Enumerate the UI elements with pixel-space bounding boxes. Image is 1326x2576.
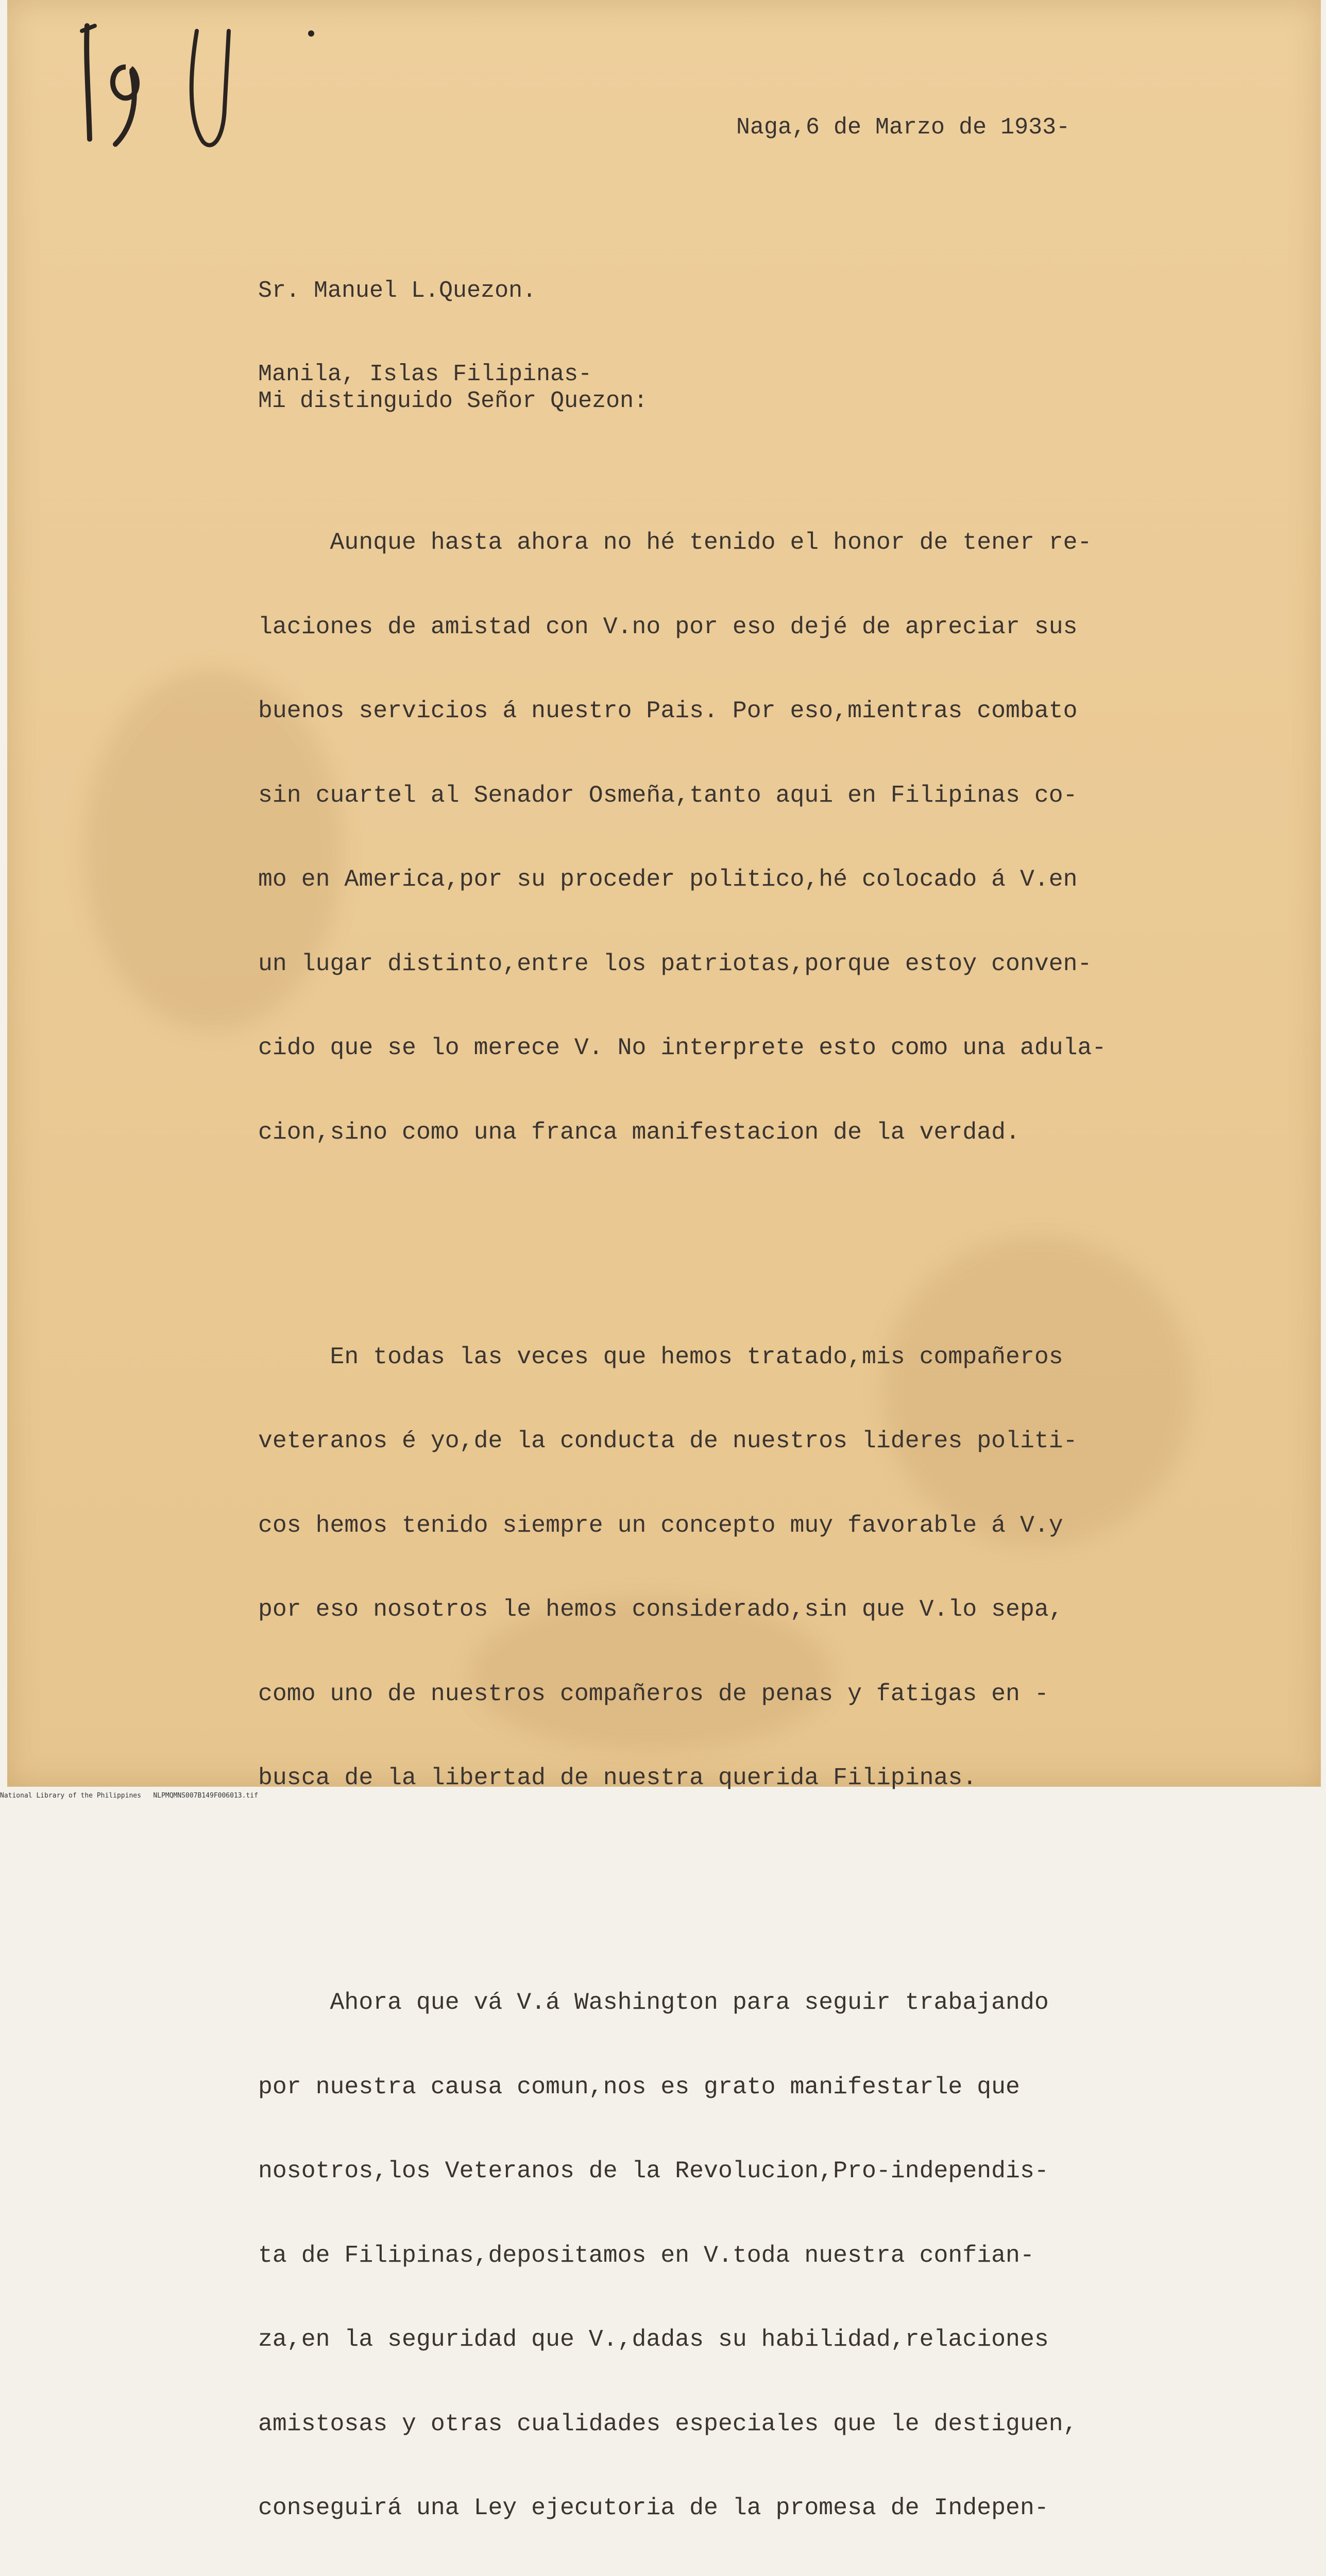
archive-footer: National Library of the Philippines NLPMQMNS007B149F006013.tif	[0, 1792, 258, 1800]
text-line: laciones de amistad con V.no por eso dejé de apreciar sus	[258, 613, 1078, 640]
text-line: za,en la seguridad que V.,dadas su habilidad,relaciones	[258, 2326, 1049, 2353]
letter-body	[258, 416, 1106, 2576]
paragraph	[258, 1933, 1106, 2576]
address-line: Sr. Manuel L.Quezon.	[258, 278, 537, 304]
text-line: un lugar distinto,entre los patriotas,porque estoy conven-	[258, 950, 1092, 977]
text-line: sin cuartel al Senador Osmeña,tanto aqui en Filipinas co-	[258, 781, 1078, 809]
paragraph	[258, 472, 1106, 1202]
text-line: nosotros,los Veteranos de la Revolucion,Pro-independis-	[258, 2157, 1049, 2184]
text-line: veteranos é yo,de la conducta de nuestros lideres politi-	[258, 1427, 1078, 1454]
salutation: Mi distinguido Señor Quezon:	[258, 388, 648, 414]
text-line: mo en America,por su proceder politico,hé colocado á V.en	[258, 866, 1078, 893]
text-line: Aunque hasta ahora no hé tenido el honor de tener re-	[258, 529, 1092, 556]
text-line: En todas las veces que hemos tratado,mis compañeros	[258, 1343, 1063, 1370]
text-line: cos hemos tenido siempre un concepto muy favorable á V.y	[258, 1511, 1063, 1539]
text-line: por nuestra causa comun,nos es grato manifestarle que	[258, 2073, 1020, 2100]
text-line: por eso nosotros le hemos considerado,sin que V.lo sepa,	[258, 1596, 1063, 1623]
text-line: cido que se lo merece V. No interprete esto como una adula-	[258, 1034, 1107, 1061]
text-line: Ahora que vá V.á Washington para seguir trabajando	[258, 1989, 1049, 2016]
address-line: Manila, Islas Filipinas-	[258, 361, 592, 387]
text-line: busca de la libertad de nuestra querida Filipinas.	[258, 1764, 977, 1791]
text-line: buenos servicios á nuestro Pais. Por eso,mientras combato	[258, 697, 1078, 724]
paragraph	[258, 1287, 1106, 1849]
text-line: ta de Filipinas,depositamos en V.toda nuestra confian-	[258, 2241, 1034, 2269]
text-line: amistosas y otras cualidades especiales que le destiguen,	[258, 2410, 1078, 2437]
place-date: Naga,6 de Marzo de 1933-	[736, 114, 1070, 141]
handwritten-mark	[74, 10, 249, 155]
text-line: como uno de nuestros compañeros de penas y fatigas en -	[258, 1680, 1049, 1707]
text-line: cion,sino como una franca manifestacion de la verdad.	[258, 1118, 1020, 1146]
text-line: conseguirá una Ley ejecutoria de la promesa de Indepen-	[258, 2494, 1049, 2521]
